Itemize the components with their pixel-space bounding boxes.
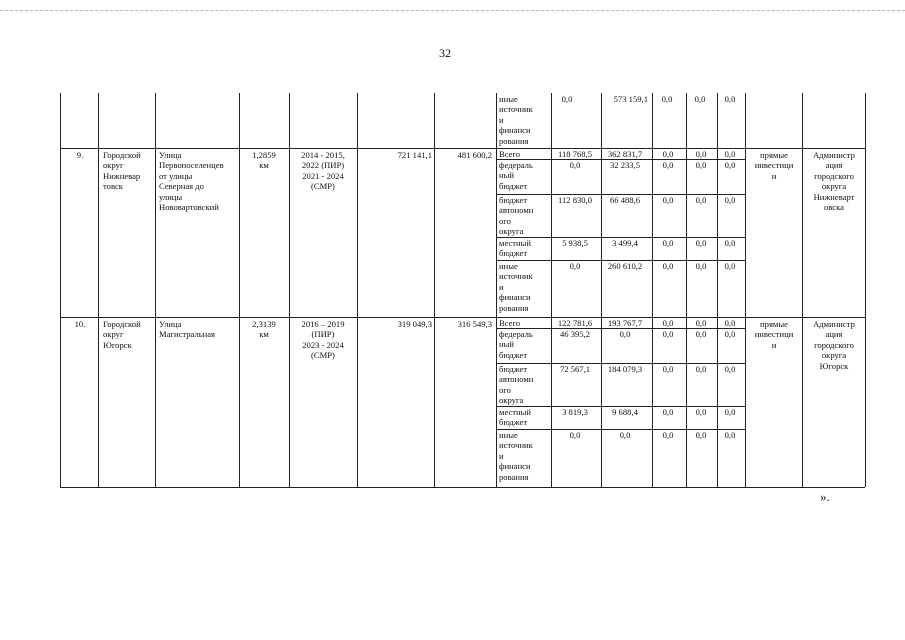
value-cell: 193 767,7 bbox=[607, 318, 643, 328]
source-label: местный бюджет bbox=[499, 407, 532, 428]
value-cell: 0,0 bbox=[724, 149, 736, 159]
value-cell: 72 567,1 bbox=[559, 364, 591, 374]
customer-cell: Администр ация городского округа Нижневарт овска bbox=[813, 150, 855, 213]
grid-line-vertical bbox=[155, 93, 156, 487]
object-name-cell: Улица Магистральная bbox=[159, 319, 216, 340]
value-cell: 0,0 bbox=[724, 195, 736, 205]
value-cell: 0,0 bbox=[619, 329, 631, 339]
municipality-cell: Городской округ Югорск bbox=[103, 319, 141, 350]
value-cell: 32 233,5 bbox=[609, 160, 641, 170]
value-cell: 3 819,3 bbox=[562, 407, 588, 417]
grid-line-vertical bbox=[496, 93, 497, 487]
value-cell: 0,0 bbox=[724, 261, 736, 271]
value-cell: 112 830,0 bbox=[557, 195, 593, 205]
grid-line-vertical bbox=[239, 93, 240, 487]
value-cell: 122 781,6 bbox=[557, 318, 593, 328]
length-cell: 1,2859 км bbox=[252, 150, 276, 171]
value-cell: 0,0 bbox=[695, 364, 707, 374]
value-cell: 5 938,5 bbox=[562, 238, 588, 248]
value-cell: 0,0 bbox=[662, 364, 674, 374]
row-separator bbox=[60, 148, 865, 149]
cost-cell: 721 141,1 bbox=[397, 150, 432, 160]
value-cell: 0,0 bbox=[662, 160, 674, 170]
source-label: Всего bbox=[499, 318, 521, 328]
page-number: 32 bbox=[439, 46, 451, 60]
source-label: федераль ный бюджет bbox=[499, 160, 533, 191]
value-cell: 0,0 bbox=[695, 149, 707, 159]
cost-cell: 319 049,3 bbox=[397, 319, 432, 329]
grid-line-vertical bbox=[865, 93, 866, 487]
value-cell: 0,0 bbox=[662, 318, 674, 328]
years-cell: 2014 - 2015, 2022 (ПИР) 2021 - 2024 (СМР) bbox=[301, 150, 345, 192]
value-cell: 0,0 bbox=[724, 238, 736, 248]
remaining-cost-cell: 316 549,3 bbox=[457, 319, 492, 329]
value-cell: 0,0 bbox=[695, 407, 707, 417]
closing-quote: ». bbox=[820, 489, 830, 504]
value-cell: 0,0 bbox=[569, 160, 581, 170]
source-label: иные источник и финанси рования bbox=[499, 94, 533, 146]
value-cell: 0,0 bbox=[695, 195, 707, 205]
value-cell: 0,0 bbox=[662, 407, 674, 417]
row-number: 9. bbox=[76, 150, 84, 160]
value-cell: 0,0 bbox=[662, 195, 674, 205]
source-label: Всего bbox=[499, 149, 521, 159]
value-cell: 0,0 bbox=[695, 329, 707, 339]
grid-line-horizontal bbox=[60, 487, 865, 488]
value-cell: 0,0 bbox=[662, 329, 674, 339]
value-cell: 0,0 bbox=[662, 238, 674, 248]
investment-form-cell: прямые инвестици и bbox=[754, 150, 794, 181]
grid-line-vertical bbox=[60, 93, 61, 487]
value-cell: 0,0 bbox=[662, 430, 674, 440]
value-cell: 0,0 bbox=[569, 430, 581, 440]
source-label: бюджет автономн ого округа bbox=[499, 364, 534, 406]
value-cell: 46 395,2 bbox=[559, 329, 591, 339]
value-cell: 0,0 bbox=[695, 160, 707, 170]
object-name-cell: Улица Первопоселенцев от улицы Северная до улицы Нововартовский bbox=[159, 150, 224, 213]
source-label: иные источник и финанси рования bbox=[499, 430, 533, 482]
years-cell: 2016 – 2019 (ПИР) 2023 - 2024 (СМР) bbox=[301, 319, 345, 361]
value-cell: 0,0 bbox=[694, 94, 706, 104]
value-cell: 118 768,5 bbox=[557, 149, 593, 159]
value-cell: 0,0 bbox=[561, 94, 573, 104]
investment-form-cell: прямые инвестици и bbox=[754, 319, 794, 350]
value-cell: 3 499,4 bbox=[612, 238, 638, 248]
value-cell: 0,0 bbox=[724, 318, 736, 328]
value-cell: 0,0 bbox=[662, 261, 674, 271]
value-cell: 9 688,4 bbox=[612, 407, 638, 417]
value-cell: 0,0 bbox=[695, 238, 707, 248]
source-label: иные источник и финанси рования bbox=[499, 261, 533, 313]
value-cell: 0,0 bbox=[619, 430, 631, 440]
row-separator bbox=[60, 317, 865, 318]
source-label: местный бюджет bbox=[499, 238, 532, 259]
customer-cell: Администр ация городского округа Югорск bbox=[813, 319, 855, 371]
value-cell: 260 610,2 bbox=[607, 261, 643, 271]
value-cell: 0,0 bbox=[662, 149, 674, 159]
remaining-cost-cell: 481 600,2 bbox=[457, 150, 492, 160]
value-cell: 0,0 bbox=[695, 318, 707, 328]
grid-line-vertical bbox=[98, 93, 99, 487]
length-cell: 2,3139 км bbox=[252, 319, 276, 340]
source-label: федераль ный бюджет bbox=[499, 329, 533, 360]
scan-top-edge bbox=[0, 10, 905, 11]
value-cell: 0,0 bbox=[569, 261, 581, 271]
value-cell: 0,0 bbox=[695, 430, 707, 440]
value-cell: 0,0 bbox=[695, 261, 707, 271]
value-cell: 362 831,7 bbox=[607, 149, 643, 159]
municipality-cell: Городской округ Нижневар товск bbox=[103, 150, 141, 192]
value-cell: 0,0 bbox=[724, 407, 736, 417]
value-cell: 0,0 bbox=[724, 430, 736, 440]
source-label: бюджет автономн ого округа bbox=[499, 195, 534, 237]
value-cell: 0,0 bbox=[724, 94, 736, 104]
grid-line-vertical bbox=[434, 93, 435, 487]
row-number: 10. bbox=[74, 319, 86, 329]
value-cell: 66 488,6 bbox=[609, 195, 641, 205]
value-cell: 0,0 bbox=[724, 364, 736, 374]
value-cell: 573 159,1 bbox=[613, 94, 648, 104]
value-cell: 0,0 bbox=[661, 94, 673, 104]
value-cell: 184 079,3 bbox=[607, 364, 643, 374]
value-cell: 0,0 bbox=[724, 329, 736, 339]
value-cell: 0,0 bbox=[724, 160, 736, 170]
